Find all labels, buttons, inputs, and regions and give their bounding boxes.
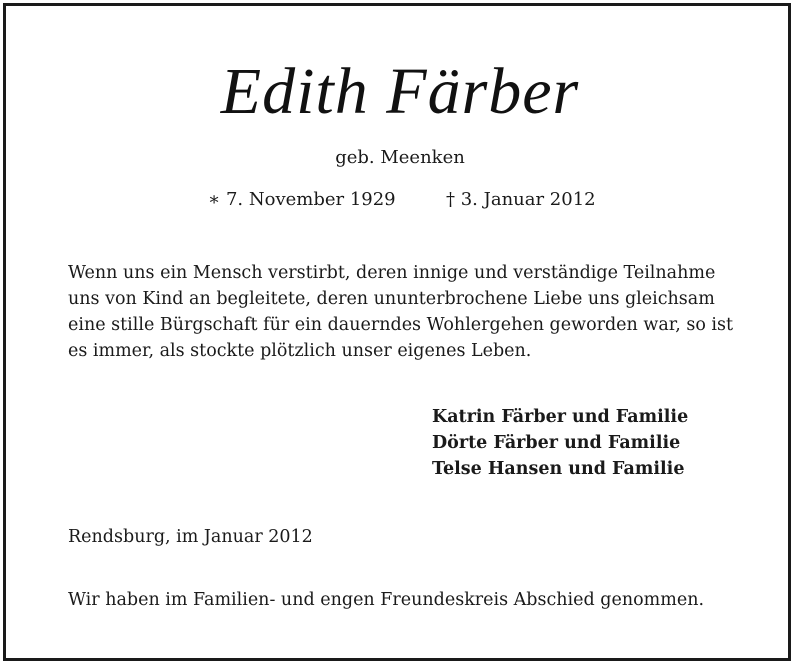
verse-line: uns von Kind an begleitete, deren ununterbrochene Liebe uns gleichsam — [68, 289, 715, 309]
verse-line: Wenn uns ein Mensch verstirbt, deren innige und verständige Teilnahme — [68, 263, 716, 283]
mourner-entry: Katrin Färber und Familie — [432, 407, 689, 427]
verse-line: eine stille Bürgschaft für ein dauerndes Wohlergehen geworden war, so ist — [68, 315, 734, 335]
verse-line: es immer, als stockte plötzlich unser eigenes Leben. — [68, 341, 532, 361]
deceased-name: Edith Färber — [220, 55, 580, 128]
mourner-entry: Telse Hansen und Familie — [432, 459, 685, 479]
maiden-name: geb. Meenken — [335, 147, 465, 168]
mourners-list — [432, 404, 688, 482]
birth-date: ∗ 7. November 1929 — [208, 189, 396, 210]
death-date: † 3. Januar 2012 — [446, 189, 596, 210]
memorial-verse — [68, 260, 738, 364]
place-and-date: Rendsburg, im Januar 2012 — [68, 527, 313, 547]
mourner-entry: Dörte Färber und Familie — [432, 433, 681, 453]
closing-note: Wir haben im Familien- und engen Freundeskreis Abschied genommen. — [68, 590, 705, 610]
